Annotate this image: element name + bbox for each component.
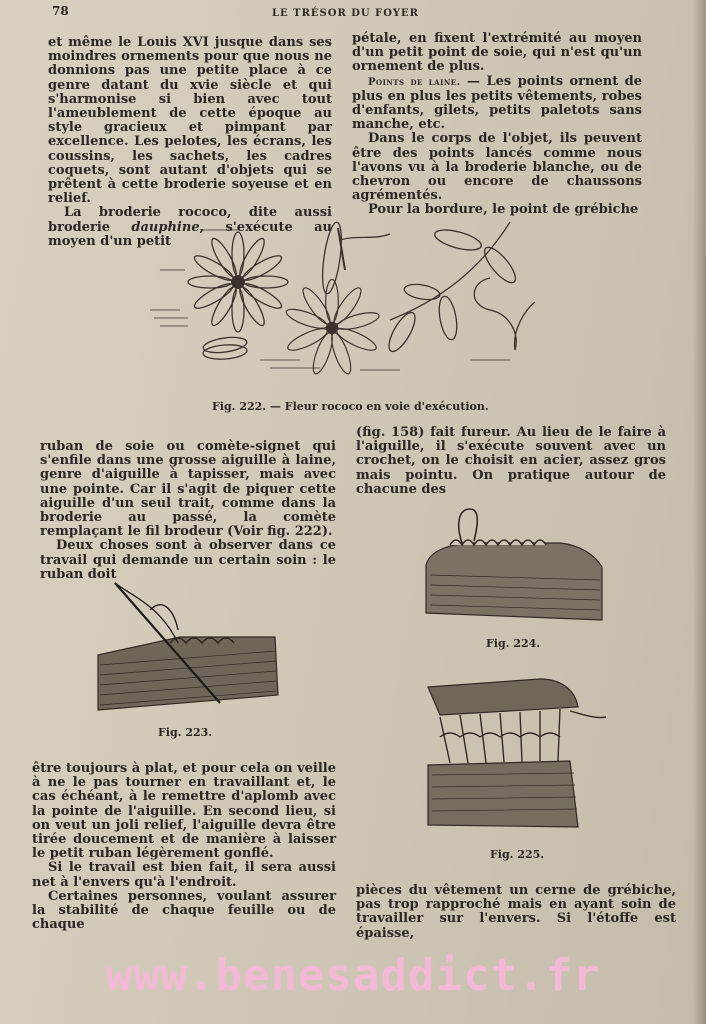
paragraph: Pour la bordure, le point de grébiche — [368, 202, 639, 218]
paragraph: pièces du vêtement un cerne de grébiche, pas trop rapproché mais en ayant soin de travailler sur l'envers. Si l'étoffe est épaisse, — [356, 883, 676, 941]
paragraph: pétale, en fixent l'extrémité au moyen d'un petit point de soie, qui n'est qu'un ornement de plus. — [352, 31, 642, 75]
bottom-right-column — [356, 884, 676, 941]
paragraph: Points de laine. — Les points ornent de plus en plus les petits vêtements, robes d'enfants, gilets, petits paletots sans manche, etc. — [352, 73, 642, 133]
bottom-left-column — [32, 762, 336, 932]
paragraph: être toujours à plat, et pour cela on veille à ne le pas tourner en travaillant et, le cas échéant, à le remettre d'aplomb avec la pointe de l'aiguille. En second lieu, si on veut un joli relief, l'aiguille devra être tirée doucement et de manière à laisser le petit ruban légèrement gonflé. — [32, 761, 336, 862]
middle-left-column — [40, 440, 336, 582]
figure-222-illustration — [140, 210, 560, 390]
paragraph: Dans le corps de l'objet, ils peuvent être des points lancés comme nous l'avons vu à la broderie blanche, ou de chevron ou encore de chaussons agrémentés. — [352, 131, 642, 204]
paragraph: et même le Louis XVI jusque dans ses moindres ornements pour que nous ne donnions pas une petite place à ce genre datant du xvie siècle et qui s'harmonise si bien avec tout l'ameublement de cette époque au style gracieux et pimpant par excellence. Les pelotes, les écrans, les coussins, les sachets, les cadres coquets, sont autant d'objets qui se prêtent à cette broderie soyeuse et en relief. — [48, 35, 332, 207]
paragraph: Deux choses sont à observer dans ce travail qui demande un certain soin : le ruban doit — [40, 538, 336, 582]
figure-224-illustration — [420, 505, 610, 625]
website-watermark: www.benesaddict.fr — [105, 950, 601, 1001]
italic-term: dauphine — [131, 219, 200, 235]
top-right-column — [352, 32, 642, 218]
figure-222-caption: Fig. 222. — Fleur rococo en voie d'exécution. — [212, 400, 489, 413]
page-number: 78 — [52, 4, 69, 18]
section-heading: Points de laine. — [368, 76, 461, 88]
paragraph: (fig. 158) fait fureur. Au lieu de le faire à l'aiguille, il s'exécute souvent avec un crochet, on le choisit en acier, assez gros mais pointu. On pratique autour de chacune des — [356, 425, 666, 497]
middle-right-column — [356, 426, 666, 497]
figure-225-illustration — [420, 675, 620, 835]
running-title: LE TRÉSOR DU FOYER — [272, 8, 419, 19]
figure-223-caption: Fig. 223. — [158, 726, 213, 739]
paragraph: La broderie rococo, dite aussi broderie dauphine, s'exécute au moyen d'un petit — [48, 205, 332, 249]
paragraph: Si le travail est bien fait, il sera aussi net à l'envers qu'à l'endroit. — [32, 860, 336, 890]
figure-225-caption: Fig. 225. — [490, 848, 545, 861]
paragraph: Certaines personnes, voulant assurer la stabilité de chaque feuille ou de chaque — [32, 888, 336, 933]
paragraph: ruban de soie ou comète-signet qui s'enfile dans une grosse aiguille à laine, genre d'aiguille à tapisser, mais avec une pointe. Car il s'agit de piquer cette aiguille d'un seul trait, comme dans la broderie au passé, la comète remplaçant le fil brodeur (Voir fig. 222). — [40, 439, 336, 540]
page-edge-shadow — [692, 0, 706, 1024]
figure-224-caption: Fig. 224. — [486, 637, 541, 650]
figure-223-illustration — [90, 575, 290, 720]
